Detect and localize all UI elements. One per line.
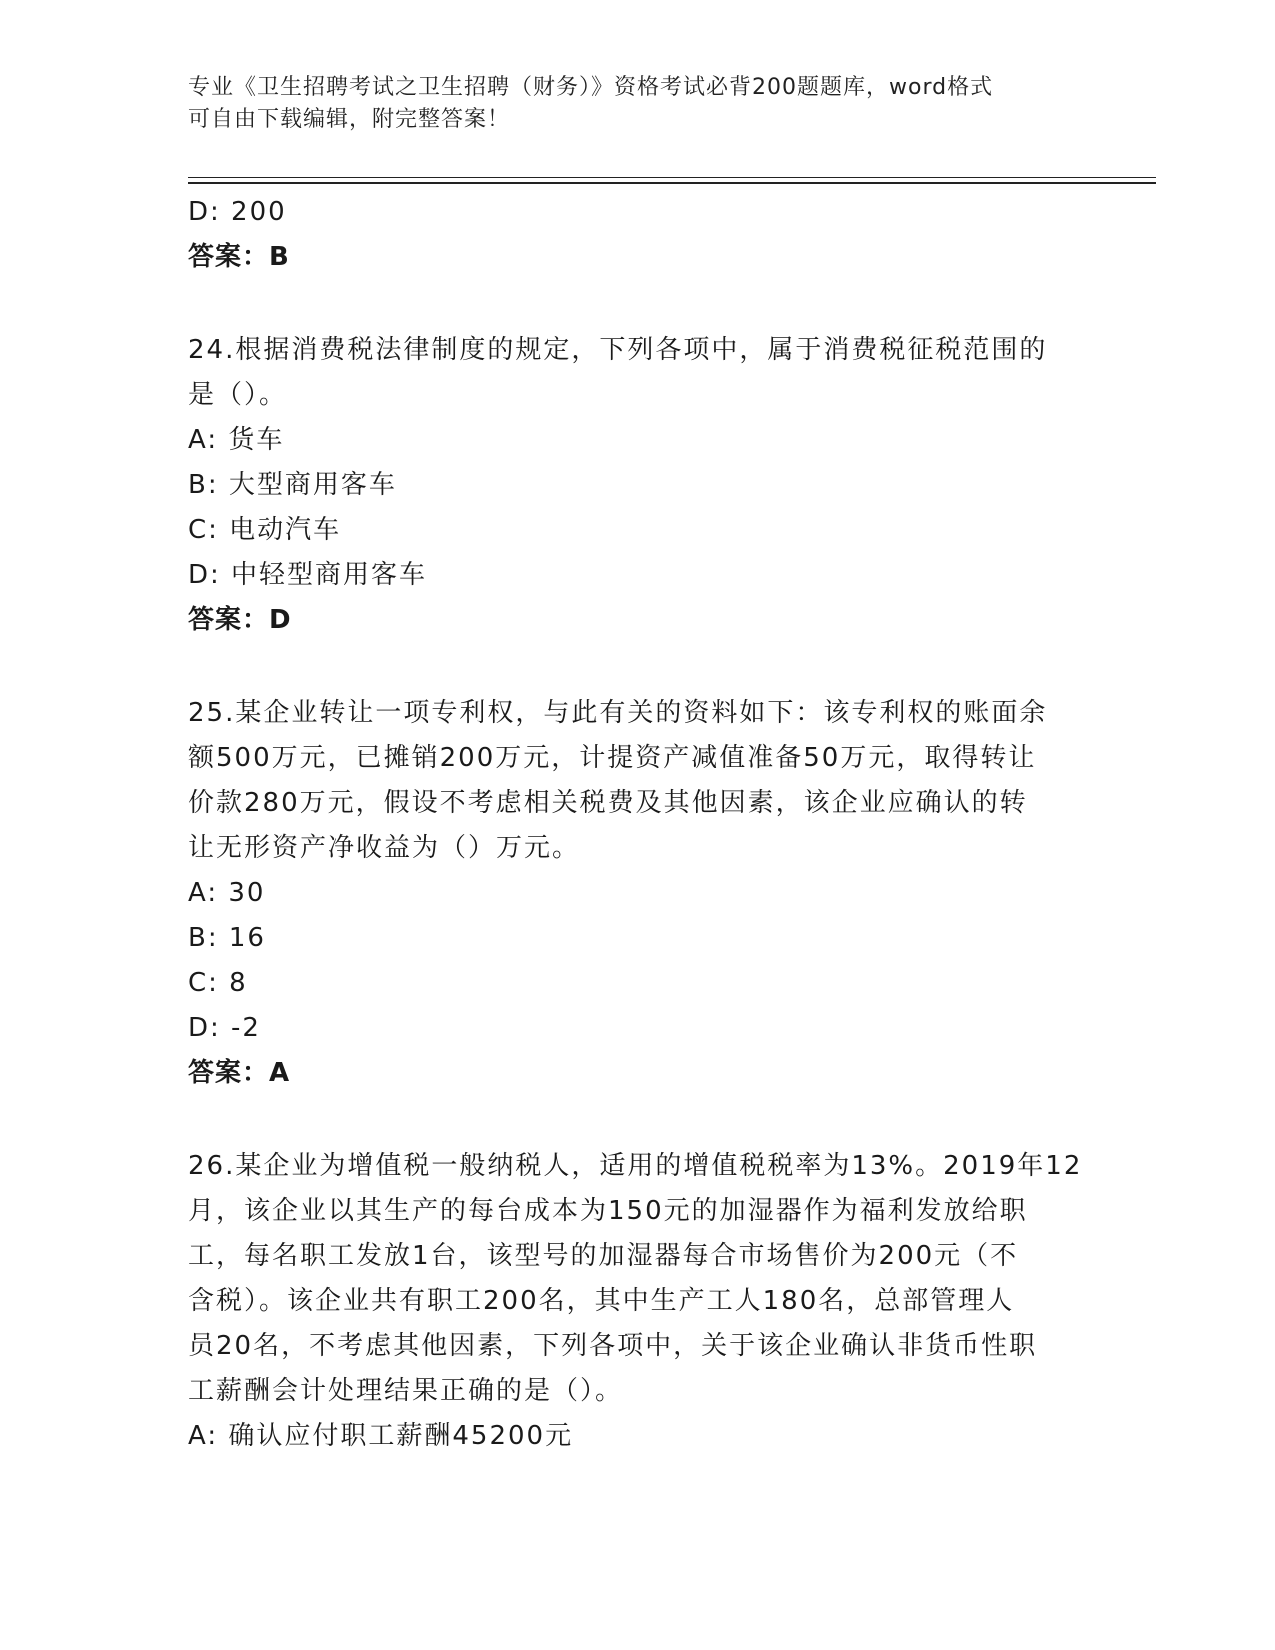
question-list: [188, 190, 1088, 1459]
stem-line: 工，每名职工发放1台，该型号的加湿器每合市场售价为200元（不: [188, 1241, 1019, 1271]
stem-line: 额500万元，已摊销200万元，计提资产减值准备50万元，取得转让: [188, 743, 1037, 773]
stem-line: 25.某企业转让一项专利权，与此有关的资料如下：该专利权的账面余: [188, 698, 1048, 728]
document-header: [188, 72, 1088, 136]
stem-line: 员20名，不考虑其他因素，下列各项中，关于该企业确认非货币性职: [188, 1331, 1038, 1361]
answer: 答案：D: [188, 605, 292, 635]
option-b: B: 16: [188, 923, 266, 953]
answer: 答案：B: [188, 242, 290, 272]
header-divider-thin: [188, 177, 1156, 178]
option-d: D: 中轻型商用客车: [188, 560, 428, 590]
question-25: [188, 691, 1088, 1096]
header-line-2: 可自由下载编辑，附完整答案！: [188, 107, 511, 132]
question-stem: [188, 328, 1088, 418]
option-b: B: 大型商用客车: [188, 470, 397, 500]
question-stem: [188, 691, 1088, 871]
question-stem: [188, 1144, 1088, 1414]
stem-line: 让无形资产净收益为（）万元。: [188, 833, 581, 863]
option-a: A: 确认应付职工薪酬45200元: [188, 1421, 574, 1451]
question-23-tail: [188, 190, 1088, 280]
option-a: A: 货车: [188, 425, 285, 455]
option-c: C: 8: [188, 968, 248, 998]
question-24: [188, 328, 1088, 643]
question-26: [188, 1144, 1088, 1459]
stem-line: 月，该企业以其生产的每台成本为150元的加湿器作为福利发放给职: [188, 1196, 1028, 1226]
header-divider-thick: [188, 182, 1156, 184]
answer: 答案：A: [188, 1058, 291, 1088]
stem-line: 24.根据消费税法律制度的规定，下列各项中，属于消费税征税范围的: [188, 335, 1048, 365]
stem-line: 含税）。该企业共有职工200名，其中生产工人180名，总部管理人: [188, 1286, 1015, 1316]
stem-line: 价款280万元，假设不考虑相关税费及其他因素，该企业应确认的转: [188, 788, 1028, 818]
stem-line: 工薪酬会计处理结果正确的是（）。: [188, 1376, 624, 1406]
option-a: A: 30: [188, 878, 266, 908]
stem-line: 26.某企业为增值税一般纳税人，适用的增值税税率为13%。2019年12: [188, 1151, 1083, 1181]
option-d: D: 200: [188, 197, 287, 227]
header-line-1: 专业《卫生招聘考试之卫生招聘（财务）》资格考试必背200题题库，word格式: [188, 75, 994, 100]
option-d: D: -2: [188, 1013, 261, 1043]
option-c: C: 电动汽车: [188, 515, 342, 545]
stem-line: 是（）。: [188, 380, 288, 410]
